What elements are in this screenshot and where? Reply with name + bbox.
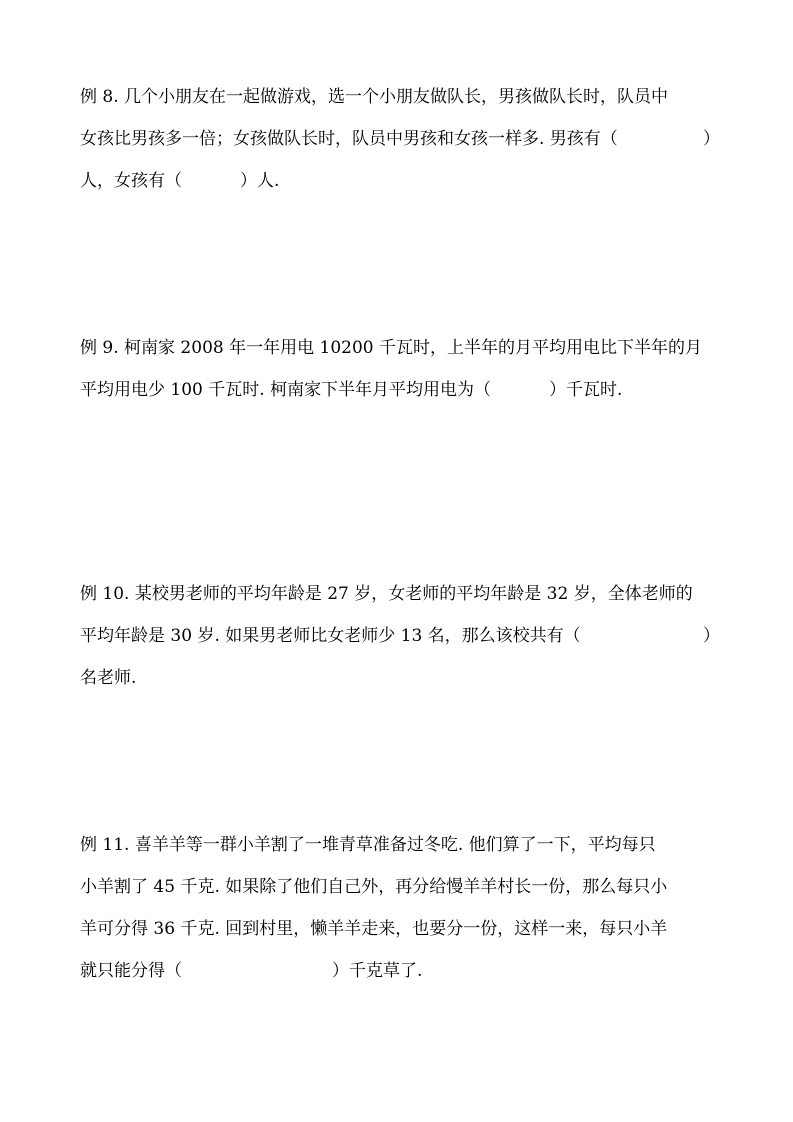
problem-8: [80, 76, 720, 202]
problem-8-line-1: 例 8. 几个小朋友在一起做游戏，选一个小朋友做队长，男孩做队长时，队员中: [80, 87, 669, 107]
problem-11-line-3: 羊可分得 36 千克. 回到村里，懒羊羊走来，也要分一份，这样一来，每只小羊: [80, 919, 668, 939]
problem-11-line-2: 小羊割了 45 千克. 如果除了他们自己外，再分给慢羊羊村长一份，那么每只小: [80, 877, 668, 897]
problem-10-line-3: 名老师.: [80, 668, 137, 688]
problem-9: [80, 327, 720, 411]
problem-8-line-2: 女孩比男孩多一倍；女孩做队长时，队员中男孩和女孩一样多. 男孩有（ ）: [80, 129, 720, 149]
problem-11-line-1: 例 11. 喜羊羊等一群小羊割了一堆青草准备过冬吃. 他们算了一下，平均每只: [80, 835, 656, 855]
problem-11-line-4: 就只能分得（ ）千克草了.: [80, 961, 423, 981]
problem-9-line-1: 例 9. 柯南家 2008 年一年用电 10200 千瓦时，上半年的月平均用电比下半年的月: [80, 338, 702, 358]
problem-11: [80, 824, 720, 992]
problem-8-line-3: 人，女孩有（ ）人.: [80, 171, 280, 191]
problem-10-line-2: 平均年龄是 30 岁. 如果男老师比女老师少 13 名，那么该校共有（ ）: [80, 626, 720, 646]
problem-10-line-1: 例 10. 某校男老师的平均年龄是 27 岁，女老师的平均年龄是 32 岁，全体老师的: [80, 584, 693, 604]
problem-9-line-2: 平均用电少 100 千瓦时. 柯南家下半年月平均用电为（ ）千瓦时.: [80, 380, 623, 400]
problem-10: [80, 573, 720, 699]
